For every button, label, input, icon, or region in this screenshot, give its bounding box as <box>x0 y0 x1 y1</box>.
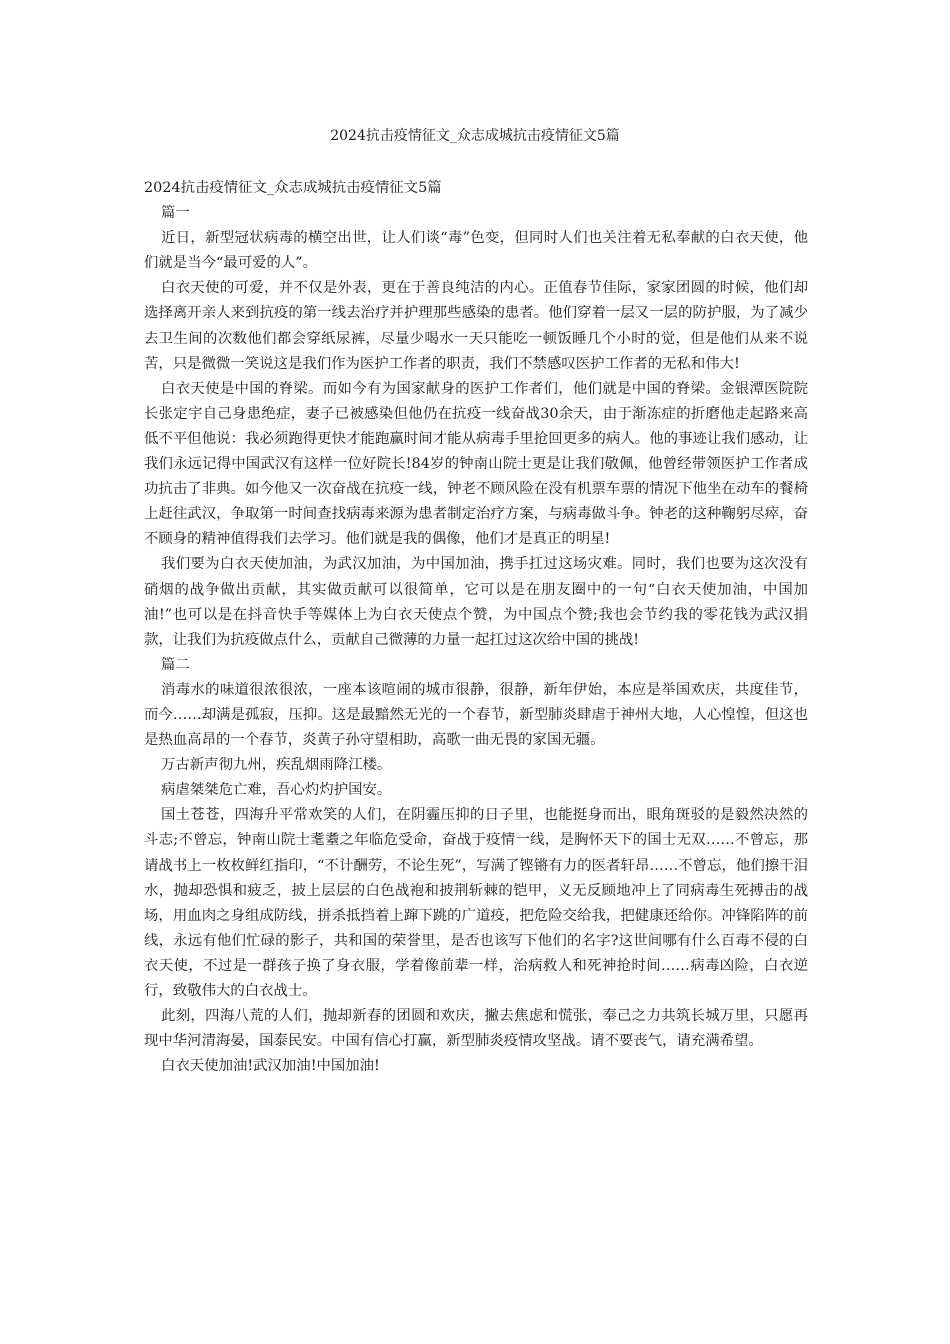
paragraph: 万古新声彻九州，疾乱烟雨降江楼。 <box>161 757 392 774</box>
paragraph: 病虐桀桀危亡难，吾心灼灼护国安。 <box>161 782 392 799</box>
document-title: 2024抗击疫情征文_众志成城抗击疫情征文5篇 <box>330 128 620 144</box>
paragraph: 近日，新型冠状病毒的横空出世，让人们谈“毒”色变，但同时人们也关注着无私奉献的白衣天使，他们就是当今“最可爱的人”。 <box>144 230 808 272</box>
paragraph: 我们要为白衣天使加油，为武汉加油，为中国加油，携手扛过这场灾难。同时，我们也要为这次没有硝烟的战争做出贡献，其实做贡献可以很简单，它可以是在朋友圈中的一句“白衣天使加油，中国加油!”也可以是在抖音快手等媒体上为白衣天使点个赞，为中国点个赞;我也会节约我的零花钱为武汉捐款，让我们为抗疫做点什么，贡献自己微薄的力量一起扛过这次给中国的挑战! <box>144 556 808 648</box>
paragraph: 白衣天使的可爱，并不仅是外表，更在于善良纯洁的内心。正值春节佳际，家家团圆的时候，他们却选择离开亲人来到抗疫的第一线去治疗并护理那些感染的患者。他们穿着一层又一层的防护服，为了减少去卫生间的次数他们都会穿纸尿裤，尽量少喝水一天只能吃一顿饭睡几个小时的觉，但是他们从来不说苦，只是微微一笑说这是我们作为医护工作者的职责，我们不禁感叹医护工作者的无私和伟大! <box>144 280 808 372</box>
paragraph: 国土苍苍，四海升平常欢笑的人们，在阴霾压抑的日子里，也能挺身而出，眼角斑驳的是毅然决然的斗志;不曾忘，钟南山院士耄耋之年临危受命，奋战于疫情一线，是胸怀天下的国士无双……不曾忘，那请战书上一枚枚鲜红指印，“不计酬劳，不论生死”，写满了铿锵有力的医者轩昂……不曾忘，他们擦干泪水，抛却恐惧和疲乏，披上层层的白色战袍和披荆斩棘的铠甲，义无反顾地冲上了同病毒生死搏击的战场，用血肉之身组成防线，拼杀抵挡着上蹿下跳的广道疫，把危险交给我，把健康还给你。冲锋陷阵的前线，永远有他们忙碌的影子，共和国的荣誉里，是否也该写下他们的名字?这世间哪有什么百毒不侵的白衣天使，不过是一群孩子换了身衣服，学着像前辈一样，治病救人和死神抢时间……病毒凶险，白衣逆行，致敬伟大的白衣战士。 <box>144 807 808 999</box>
paragraph: 白衣天使加油!武汉加油!中国加油! <box>161 1058 380 1075</box>
paragraph: 此刻，四海八荒的人们，抛却新春的团圆和欢庆，撇去焦虑和慌张，奉己之力共筑长城万里，只愿再现中华河清海晏，国泰民安。中国有信心打赢，新型肺炎疫情攻坚战。请不要丧气，请充满希望。 <box>144 1008 808 1050</box>
paragraph: 消毒水的味道很浓很浓，一座本该喧闹的城市很静，很静，新年伊始，本应是举国欢庆，共度佳节，而今……却满是孤寂，压抑。这是最黯然无光的一个春节，新型肺炎肆虐于神州大地，人心惶惶，但这也是热血高昂的一个春节，炎黄子孙守望相助，高歌一曲无畏的家国无疆。 <box>144 681 808 749</box>
section-heading: 篇二 <box>161 656 190 673</box>
document-body <box>144 176 808 1079</box>
section-heading: 篇一 <box>161 205 190 222</box>
paragraph: 白衣天使是中国的脊梁。而如今有为国家献身的医护工作者们，他们就是中国的脊梁。金银潭医院院长张定宇自己身患绝症，妻子已被感染但他仍在抗疫一线奋战30余天，由于渐冻症的折磨他走起路来高低不平但他说：我必须跑得更快才能跑赢时间才能从病毒手里抢回更多的病人。他的事迹让我们感动，让我们永远记得中国武汉有这样一位好院长!84岁的钟南山院士更是让我们敬佩，他曾经带领医护工作者成功抗击了非典。如今他又一次奋战在抗疫一线，钟老不顾风险在没有机票车票的情况下他坐在动车的餐椅上赶往武汉，争取第一时间查找病毒来源为患者制定治疗方案，与病毒做斗争。钟老的这种鞠躬尽瘁，奋不顾身的精神值得我们去学习。他们就是我的偶像，他们才是真正的明星! <box>144 380 808 548</box>
document-subtitle: 2024抗击疫情征文_众志成城抗击疫情征文5篇 <box>144 180 442 196</box>
